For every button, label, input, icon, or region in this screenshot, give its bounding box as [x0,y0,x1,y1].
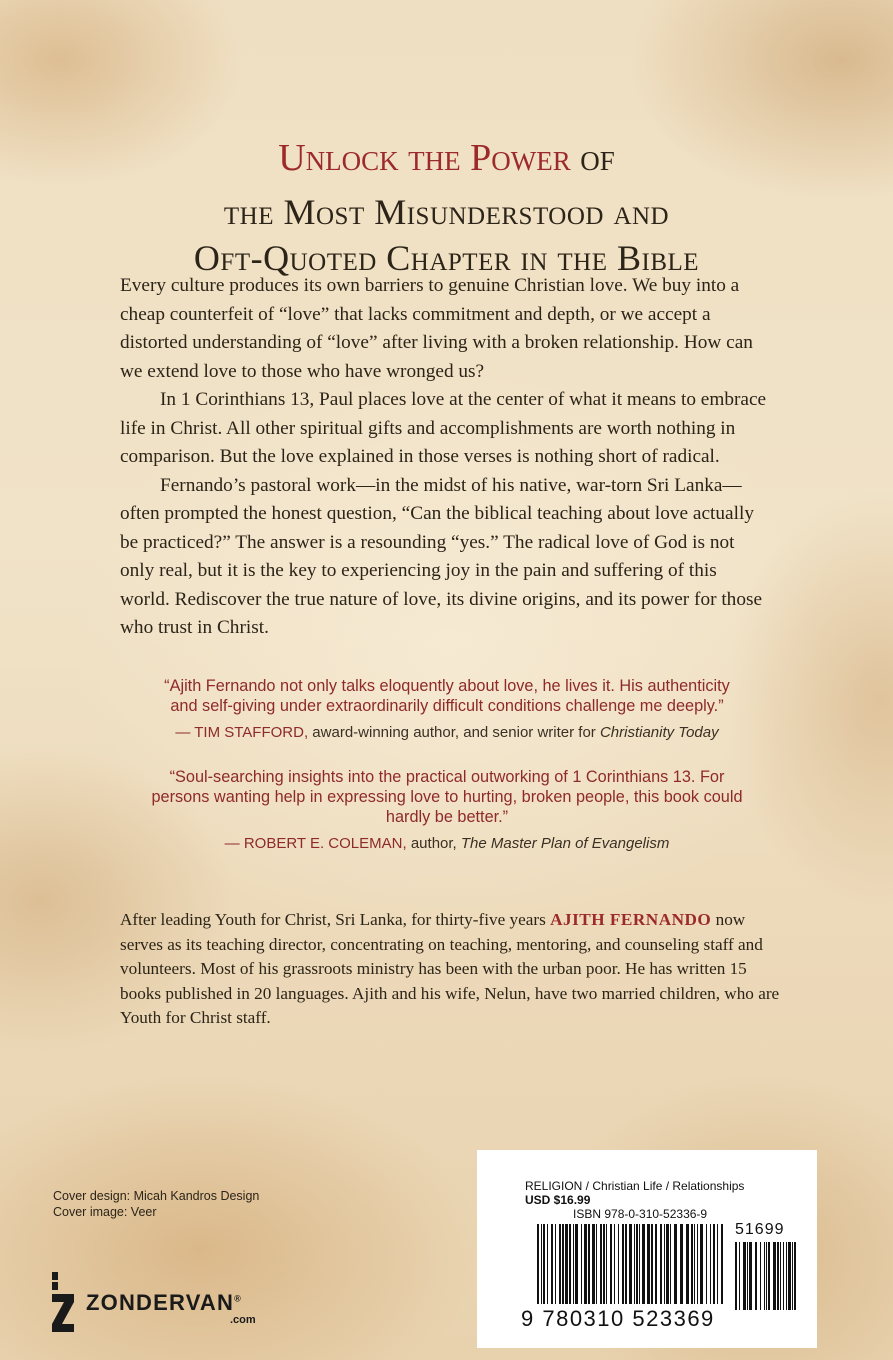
endorsement-quote-1: “Ajith Fernando not only talks eloquently about love, he lives it. His authenticity and self-giving under extraordinarily difficult conditions challenge me deeply.” [164,677,730,715]
description-paragraph-3: Fernando’s pastoral work—in the midst of his native, war-torn Sri Lanka—often prompted the honest question, “Can the biblical teaching about love actually be practiced?” The answer is a resounding “yes.” The radical love of God is not only real, but it is the key to experiencing joy in the pain and suffering of this world. Rediscover the true nature of love, its divine origins, and its power for those who trust in Christ. [120,474,763,638]
headline-red-part: Unlock the Power [278,137,571,179]
barcode-box [477,1150,817,1348]
book-isbn: ISBN 978-0-310-52336-9 [573,1207,708,1221]
author-bio-before: After leading Youth for Christ, Sri Lanka, for thirty-five years [120,910,551,929]
book-price: USD $16.99 [525,1193,591,1207]
endorsements [150,676,744,878]
endorsement-attribution-2 [150,835,744,852]
book-category: RELIGION / Christian Life / Relationships [525,1179,745,1193]
headline-line-2: the Most Misunderstood and [223,192,670,232]
author-bio-after: now serves as its teaching director, concentrating on teaching, mentoring, and counseling staff and volunteers. Most of his grassroots ministry has been with the urban poor. He has written 15 books published in 20 languages. Ajith and his wife, Nelun, have two married children, who are Youth for Christ staff. [120,910,780,1027]
publisher-name: ZONDERVAN® [86,1290,242,1315]
author-bio [120,908,780,1031]
cover-image-credit: Cover image: Veer [53,1205,157,1219]
headline [0,135,893,281]
endorsement-attribution-1 [150,724,744,741]
publisher-domain: .com [230,1314,256,1326]
endorsement-quote-2: “Soul-searching insights into the practical outworking of 1 Corinthians 13. For persons wanting help in expressing love to hurting, broken people, this book could hardly be better.” [151,768,743,826]
endorser-name-2: — ROBERT E. COLEMAN, [224,835,407,852]
headline-line-3: Oft-Quoted Chapter in the Bible [193,238,700,278]
author-name: AJITH FERNANDO [550,910,712,929]
publisher-logo [52,1272,297,1332]
barcode-digits: 9 780310 523369 [521,1306,715,1331]
zondervan-mark-icon [52,1272,78,1332]
endorser-role-1: award-winning author, and senior writer for [308,724,600,741]
headline-line-1-rest: of [570,137,615,179]
endorser-work-1: Christianity Today [599,724,719,741]
headline-line-1 [278,137,615,179]
description-paragraph-2: In 1 Corinthians 13, Paul places love at the center of what it means to embrace life in Christ. All other spiritual gifts and accomplishments are worth nothing in comparison. But the love explained in those verses is nothing short of radical. [120,389,767,467]
barcode-addon-digits: 51699 [735,1221,785,1238]
description-paragraph-1: Every culture produces its own barriers to genuine Christian love. We buy into a cheap counterfeit of “love” that lacks commitment and depth, or we accept a distorted understanding of “love” after living with a broken relationship. How can we extend love to those who have wronged us? [120,275,753,382]
cover-credits [53,1188,259,1220]
endorser-name-1: — TIM STAFFORD, [175,724,309,741]
endorser-role-2: author, [406,835,461,852]
cover-design-credit: Cover design: Micah Kandros Design [53,1189,260,1203]
endorser-work-2: The Master Plan of Evangelism [460,835,670,852]
description [120,272,770,643]
